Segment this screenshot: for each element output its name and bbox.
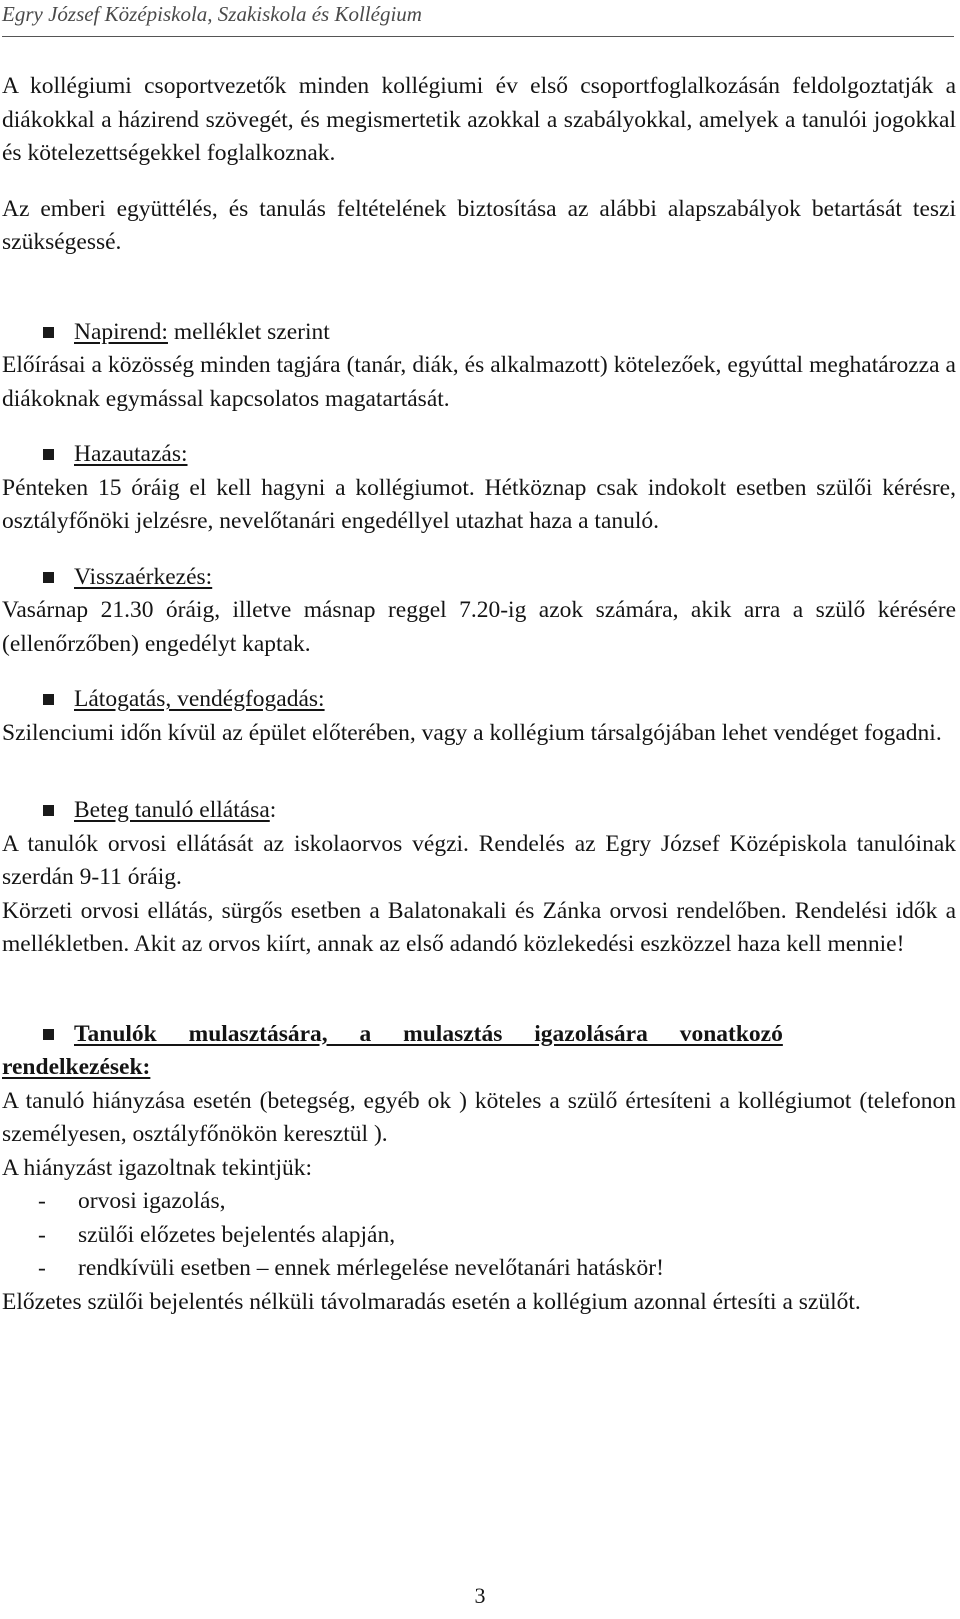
list-item <box>2 1219 956 1253</box>
section-title: Hazautazás: <box>74 441 188 467</box>
section-title-suffix: melléklet szerint <box>167 318 330 345</box>
section-title: Tanulók mulasztására, a mulasztás igazolására vonatkozó <box>74 1020 783 1047</box>
square-bullet-icon <box>43 572 54 583</box>
section-heading-mulasztas-line2 <box>2 1051 956 1085</box>
section-title: Napirend: <box>74 318 168 345</box>
section-title: Visszaérkezés: <box>74 563 213 590</box>
intro-paragraph-2: Az emberi együttélés, és tanulás feltételének biztosítása az alábbi alapszabályok betartását teszi szükségessé. <box>2 195 956 255</box>
document-body <box>2 70 956 1319</box>
section-body-latogatas: Szilenciumi időn kívül az épület előterében, vagy a kollégium társalgójában lehet vendéget fogadni. <box>2 719 942 746</box>
square-bullet-icon <box>43 449 54 460</box>
section-heading-napirend <box>2 316 956 350</box>
page-number: 3 <box>474 1583 486 1608</box>
section-heading-hazautazas <box>2 438 956 472</box>
section-body-hazautazas: Pénteken 15 óráig el kell hagyni a kollégiumot. Hétköznap csak indokolt esetben szülői kérésre, osztályfőnöki jelzésre, nevelőtanári engedéllyel utazhat haza a tanuló. <box>2 474 956 534</box>
list-item-text: szülői előzetes bejelentés alapján, <box>78 1221 396 1248</box>
section-body-visszaerkezes: Vasárnap 21.30 óráig, illetve másnap reggel 7.20-ig azok számára, akik arra a szülő kérésére (ellenőrzőben) engedélyt kaptak. <box>2 597 956 657</box>
dash-marker: - <box>38 1221 46 1248</box>
section-heading-latogatas <box>2 683 956 717</box>
intro-paragraph-1: A kollégiumi csoportvezetők minden kollégiumi év első csoportfoglalkozásán feldolgoztatják a diákokkal a házirend szövegét, és megismertetik azokkal a szabályokkal, amelyek a tanulói jogokkal és kötelezettségekkel foglalkoznak. <box>2 73 956 166</box>
section-title-suffix: : <box>269 797 277 823</box>
square-bullet-icon <box>43 805 54 816</box>
list-item <box>2 1185 956 1219</box>
dash-marker: - <box>38 1255 46 1281</box>
list-item-text: rendkívüli esetben – ennek mérlegelése nevelőtanári hatáskör! <box>78 1255 664 1281</box>
section-heading-mulasztas <box>2 1018 956 1052</box>
section-body-beteg-2: Körzeti orvosi ellátás, sürgős esetben a Balatonakali és Zánka orvosi rendelőben. Rendelési idők a mellékletben. Akit az orvos kiírt, annak az első adandó közlekedési eszközzel haza kell mennie! <box>2 897 956 957</box>
page-header: Egry József Középiskola, Szakiskola és Kollégium <box>2 2 422 26</box>
section-heading-beteg <box>2 794 956 828</box>
dash-marker: - <box>38 1188 46 1214</box>
list-item <box>2 1252 956 1286</box>
section-heading-visszaerkezes <box>2 561 956 595</box>
list-item-text: orvosi igazolás, <box>78 1188 226 1214</box>
section-body-beteg-1: A tanulók orvosi ellátását az iskolaorvos végzi. Rendelés az Egry József Középiskola tanulóinak szerdán 9-11 óráig. <box>2 830 956 890</box>
square-bullet-icon <box>43 1029 54 1040</box>
header-divider <box>2 36 954 37</box>
section-body-napirend: Előírásai a közösség minden tagjára (tanár, diák, és alkalmazott) kötelezőek, egyúttal meghatározza a diákoknak egymással kapcsolatos magatartását. <box>2 352 956 412</box>
square-bullet-icon <box>43 327 54 338</box>
section-title: Beteg tanuló ellátása <box>74 797 270 823</box>
section-body-mulasztas-3: Előzetes szülői bejelentés nélküli távolmaradás esetén a kollégium azonnal értesíti a szülőt. <box>2 1288 861 1315</box>
section-body-mulasztas-2: A hiányzást igazoltnak tekintjük: <box>2 1154 312 1181</box>
section-title-continued: rendelkezések: <box>2 1054 151 1080</box>
section-title: Látogatás, vendégfogadás: <box>74 686 325 712</box>
square-bullet-icon <box>43 694 54 705</box>
section-body-mulasztas-1: A tanuló hiányzása esetén (betegség, egyéb ok ) köteles a szülő értesíteni a kollégiumot (telefonon személyesen, osztályfőnökön keresztül ). <box>2 1087 956 1147</box>
